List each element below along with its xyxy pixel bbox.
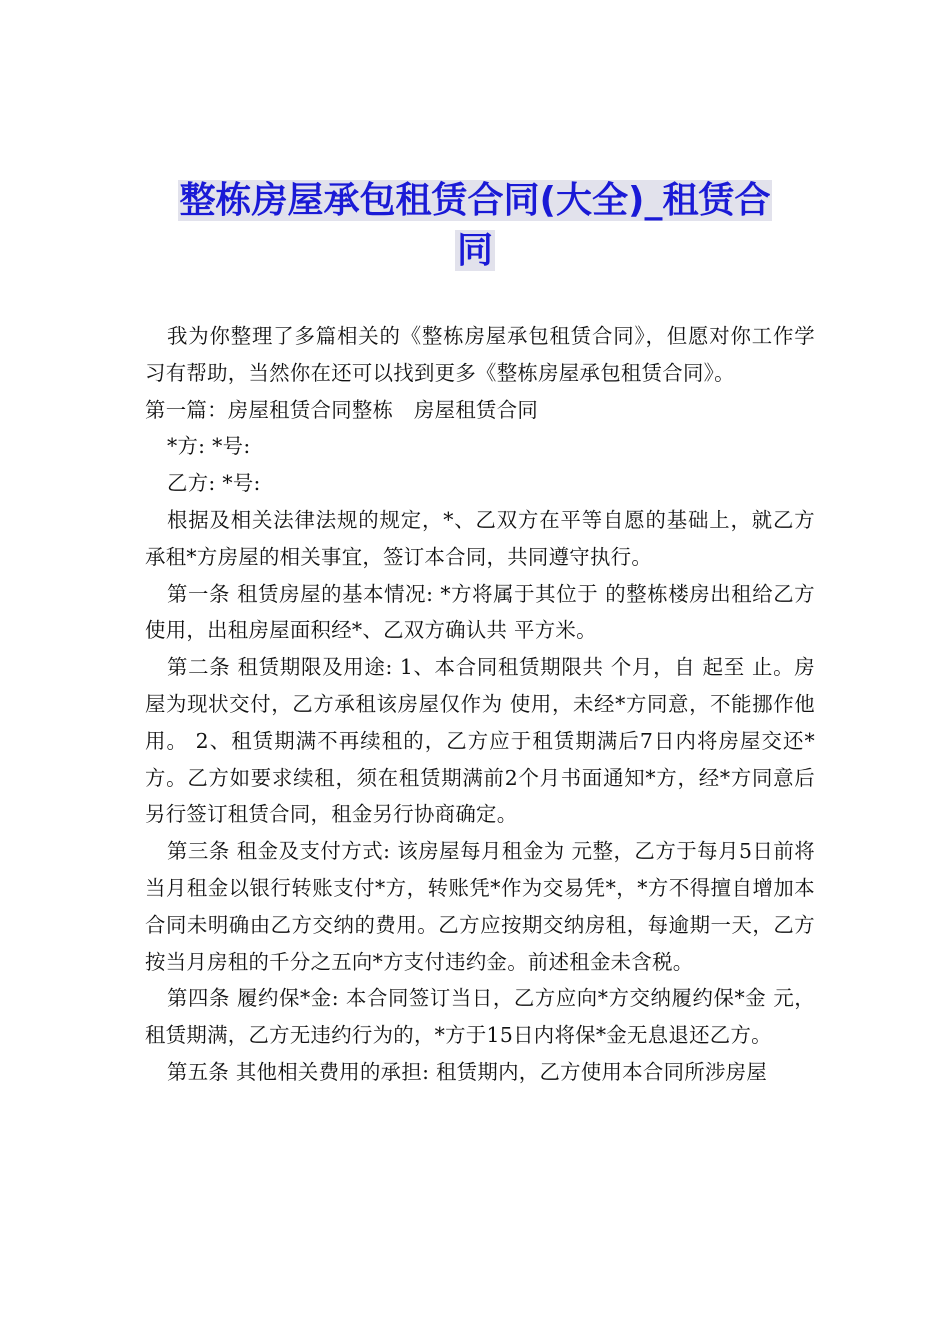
intro-paragraph: 我为你整理了多篇相关的《整栋房屋承包租赁合同》，但愿对你工作学习有帮助，当然你在还可以找到更多《整栋房屋承包租赁合同》。 [145, 324, 815, 385]
section-heading: 第一篇：房屋租赁合同整栋 房屋租赁合同 [145, 397, 539, 422]
document-title-line-1: 整栋房屋承包租赁合同(大全)_租赁合 [179, 180, 771, 221]
document-body [145, 318, 815, 1091]
party-a-line: *方: *号: [167, 434, 251, 459]
article-3-paragraph: 第三条 租金及支付方式: 该房屋每月租金为 元整，乙方于每月5日前将当月租金以银行转账支付*方，转账凭*作为交易凭*，*方不得擅自增加本合同未明确由乙方交纳的费用。乙方应按期交纳房租，每逾期一天，乙方按当月房租的千分之五向*方支付违约金。前述租金未含税。 [145, 839, 815, 974]
party-b-line: 乙方: *号: [167, 471, 261, 496]
article-1-paragraph: 第一条 租赁房屋的基本情况: *方将属于其位于 的整栋楼房出租给乙方使用，出租房屋面积经*、乙双方确认共 平方米。 [145, 581, 815, 643]
article-4-paragraph: 第四条 履约保*金: 本合同签订当日，乙方应向*方交纳履约保*金 元，租赁期满，乙方无违约行为的，*方于15日内将保*金无息退还乙方。 [145, 986, 815, 1048]
document-title [140, 176, 810, 276]
article-5-paragraph: 第五条 其他相关费用的承担: 租赁期内，乙方使用本合同所涉房屋 [167, 1059, 768, 1084]
article-2-paragraph: 第二条 租赁期限及用途: 1、本合同租赁期限共 个月，自 起至 止。房屋为现状交付，乙方承租该房屋仅作为 使用，未经*方同意，不能挪作他用。 2、租赁期满不再续租的，乙方应于租赁期满后7日内将房屋交还*方。乙方如要求续租，须在租赁期满前2个月书面通知*方，经*方同意后另行签订租赁合同，租金另行协商确定。 [145, 655, 815, 827]
preamble-paragraph: 根据及相关法律法规的规定，*、乙双方在平等自愿的基础上，就乙方承租*方房屋的相关事宜，签订本合同，共同遵守执行。 [145, 507, 815, 569]
document-title-line-2: 同 [456, 230, 493, 271]
